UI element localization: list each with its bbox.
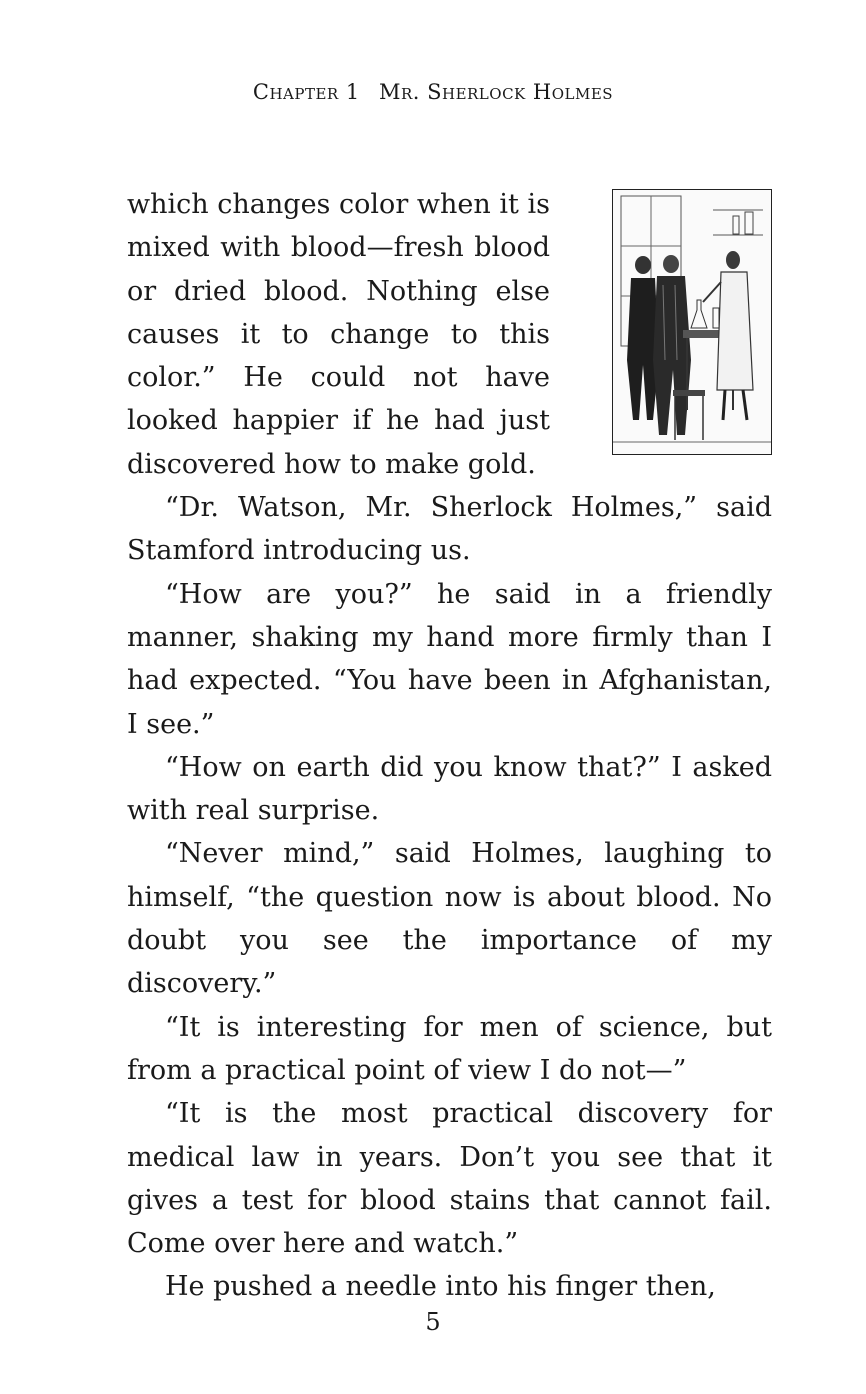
page-body bbox=[127, 183, 772, 1309]
chapter-label: Chapter 1 bbox=[252, 80, 360, 104]
paragraph: “How on earth did you know that?” I asked with real surprise. bbox=[127, 751, 772, 827]
paragraph: He pushed a needle into his finger then, bbox=[165, 1271, 716, 1303]
chapter-title: Mr. Sherlock Holmes bbox=[378, 80, 614, 104]
illustration-drawing bbox=[613, 190, 771, 454]
paragraph: “Never mind,” said Holmes, laughing to himself, “the question now is about blood. No doubt you see the importance of my discovery.” bbox=[127, 838, 772, 1000]
engraving-illustration bbox=[612, 189, 772, 455]
page-number: 5 bbox=[425, 1308, 441, 1336]
paragraph: “How are you?” he said in a friendly manner, shaking my hand more firmly than I had expected. “You have been in Afghanistan, I see.” bbox=[127, 578, 772, 740]
paragraph: “Dr. Watson, Mr. Sherlock Holmes,” said Stamford introducing us. bbox=[127, 492, 772, 567]
paragraph: “It is interesting for men of science, but from a practical point of view I do not—” bbox=[127, 1011, 772, 1086]
paragraph: which changes color when it is mixed with blood—fresh blood or dried blood. Nothing else causes it to change to this color.” He could not have looked happier if he had just discovered how to make gold. bbox=[127, 189, 550, 480]
running-head bbox=[0, 80, 866, 104]
paragraph: “It is the most practical discovery for medical law in years. Don’t you see that it gives a test for blood stains that cannot fail. Come over here and watch.” bbox=[127, 1098, 772, 1260]
